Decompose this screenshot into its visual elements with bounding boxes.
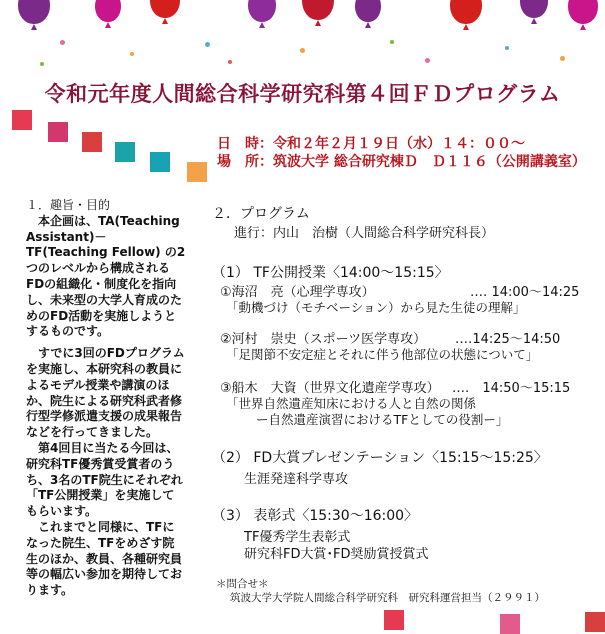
confetti-dot xyxy=(425,58,430,63)
balloon-decoration xyxy=(568,0,598,24)
decorative-square xyxy=(384,610,404,630)
balloon-decoration xyxy=(18,0,50,24)
purpose-paragraph: これまでと同様に、TFになった院生、TFをめざす院生のほか、教員、各種研究員等の幅広い参加を期待しております。 xyxy=(26,519,183,598)
contact-detail: 筑波大学大学院人間総合科学研究科 研究科運営担当（２９９１） xyxy=(230,592,545,604)
lesson-3-title-line1: 「世界自然遺産知床における人と自然の関係 xyxy=(226,396,477,411)
section-tf-lessons: （1） TF公開授業〈14:00～15:15〉 xyxy=(212,265,449,281)
section-award-ceremony: （3） 表彰式〈15:30～16:00〉 xyxy=(212,508,419,524)
contact-label: ＊問合せ＊ xyxy=(216,578,269,590)
confetti-dot xyxy=(390,40,394,44)
confetti-dot xyxy=(60,40,65,45)
event-datetime: 日 時：令和２年２月１９日（水）１４：００～ xyxy=(217,136,525,152)
balloon-decoration xyxy=(95,0,121,22)
purpose-section xyxy=(26,198,186,599)
fd-award-department: 生涯発達科学専攻 xyxy=(244,472,349,487)
lesson-3-time: ‥‥ 14:50～15:15 xyxy=(452,381,571,396)
balloon-decoration xyxy=(150,0,180,18)
page-title: 令和元年度人間総合科学研究科第４回ＦＤプログラム xyxy=(44,81,561,106)
balloon-decoration xyxy=(450,0,482,24)
decorative-square xyxy=(115,142,135,162)
decorative-square xyxy=(150,152,170,172)
lesson-2-presenter: ②河村 崇史（スポーツ医学専攻） xyxy=(220,332,427,347)
confetti-dot xyxy=(40,62,44,66)
balloon-decoration xyxy=(302,0,334,20)
purpose-paragraph: 第4回目に当たる今回は、研究科TF優秀賞受賞者のうち、3名のTF院生にそれぞれ「TF公開授業」を実施してもらいます。 xyxy=(26,440,183,519)
ceremony-item: TF優秀学生表彰式 xyxy=(244,530,351,545)
decorative-square xyxy=(48,122,68,142)
decorative-square xyxy=(500,614,520,634)
confetti-dot xyxy=(300,48,305,53)
program-host: 進行：内山 治樹（人間総合科学研究科長） xyxy=(234,226,495,241)
lesson-1-time: ‥‥ 14:00～14:25 xyxy=(470,285,580,300)
confetti-dot xyxy=(505,46,509,50)
purpose-paragraph: すでに3回のFDプログラムを実施し、本研究科の教員によるモデル授業や講演のほか、院生による研究科武者修行型学修派遣支援の成果報告などを行ってきました。 xyxy=(26,346,185,440)
purpose-heading: １．趣旨・目的 xyxy=(26,198,111,212)
lesson-3-title-line2: ー自然遺産演習におけるTFとしての役割ー」 xyxy=(256,412,509,427)
decorative-square xyxy=(187,162,207,182)
event-place: 場 所：筑波大学 総合研究棟Ｄ Ｄ１１６（公開講義室） xyxy=(217,154,586,170)
confetti-dot xyxy=(205,42,210,47)
program-heading: ２．プログラム xyxy=(212,206,310,222)
balloon-decoration xyxy=(355,0,381,22)
section-fd-award-presentation: （2） FD大賞プレゼンテーション〈15:15～15:25〉 xyxy=(212,450,548,466)
lesson-2-title: 「足関節不安定症とそれに伴う他部位の状態について」 xyxy=(226,347,539,362)
decorative-square xyxy=(12,110,32,130)
lesson-1-presenter: ①海沼 亮（心理学専攻） xyxy=(220,285,375,300)
lesson-1-title: 「動機づけ（モチベーション）から見た生徒の理解」 xyxy=(226,300,526,315)
decorative-square xyxy=(82,132,102,152)
confetti-dot xyxy=(560,56,565,61)
purpose-paragraph: 本企画は、TA(Teaching Assistant)－TF(Teaching Fellow) の2つのレベルから構成されるFDの組織化・制度化を指向し、未来型の大学人育成のためのFD活動を実施しようとするものです。 xyxy=(26,213,186,339)
balloon-decoration xyxy=(520,0,548,18)
ceremony-item: 研究科FD大賞･FD奨励賞授賞式 xyxy=(244,547,429,562)
decorative-square xyxy=(585,612,605,632)
lesson-3-presenter: ③船木 大資（世界文化遺産学専攻） xyxy=(220,381,440,396)
confetti-dot xyxy=(130,52,134,56)
confetti-dot xyxy=(228,60,232,64)
lesson-2-time: ‥‥14:25～14:50 xyxy=(455,332,561,347)
balloon-decoration xyxy=(248,0,276,22)
